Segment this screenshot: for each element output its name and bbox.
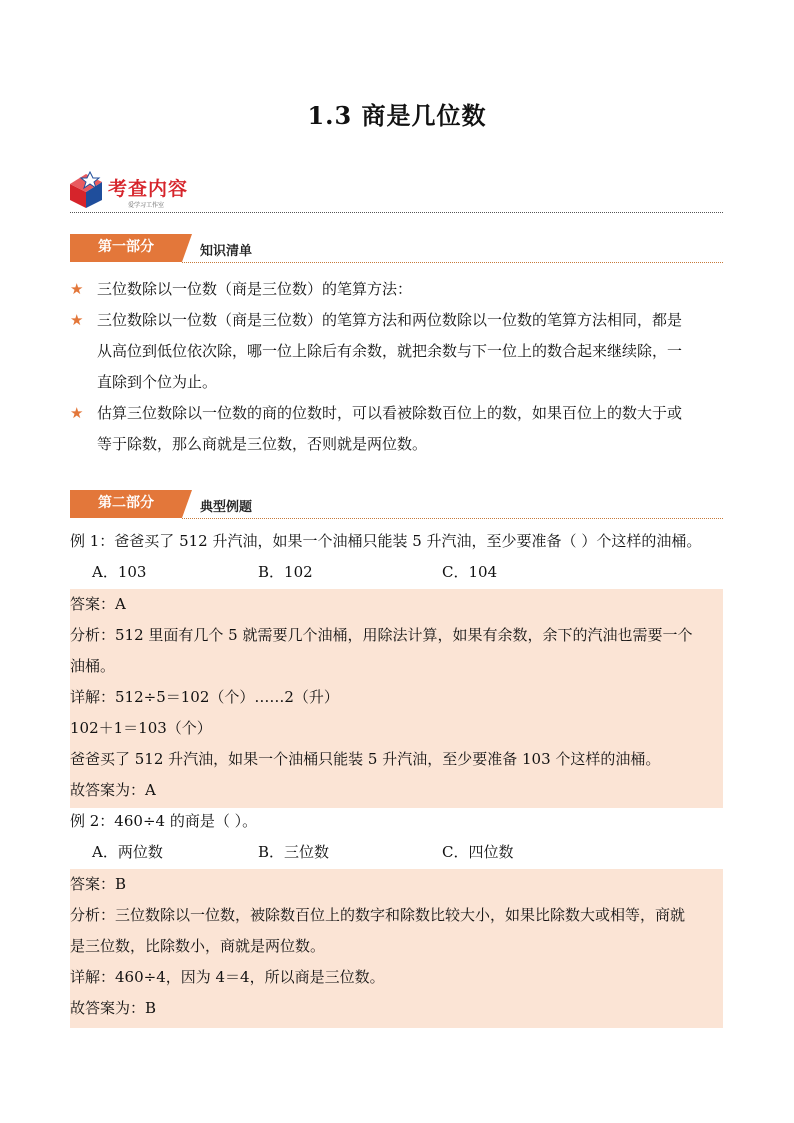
detail-line: 爸爸买了 512 升汽油，如果一个油桶只能装 5 升汽油，至少要准备 103 个这样的油桶。 bbox=[70, 750, 661, 768]
analysis-line: 分析：三位数除以一位数，被除数百位上的数字和除数比较大小，如果比除数大或相等，商就 bbox=[70, 906, 686, 924]
bullet-line: 三位数除以一位数（商是三位数）的笔算方法和两位数除以一位数的笔算方法相同，都是 bbox=[97, 311, 683, 329]
bullet-line: 估算三位数除以一位数的商的位数时，可以看被除数百位上的数，如果百位上的数大于或 bbox=[97, 404, 683, 422]
option-b: B．102 bbox=[258, 563, 313, 581]
bullet-item bbox=[70, 274, 723, 305]
example-2-answer-box bbox=[70, 869, 723, 1028]
bullet-item bbox=[70, 305, 723, 398]
example-1-answer-box bbox=[70, 589, 723, 808]
analysis-line: 分析：512 里面有几个 5 就需要几个油桶，用除法计算，如果有余数，余下的汽油也需要一个 bbox=[70, 626, 693, 644]
detail-line: 详解：460÷4，因为 4＝4，所以商是三位数。 bbox=[70, 968, 385, 986]
option-c: C．104 bbox=[442, 563, 498, 581]
bullet-text bbox=[97, 398, 723, 460]
section-underline bbox=[182, 262, 723, 263]
section-name: 典型例题 bbox=[200, 500, 253, 515]
analysis-line: 是三位数，比除数小，商就是两位数。 bbox=[70, 937, 326, 955]
answer-line: 答案：B bbox=[70, 875, 127, 893]
example-1-question: 例 1：爸爸买了 512 升汽油，如果一个油桶只能装 5 升汽油，至少要准备（ ）个这样的油桶。 bbox=[70, 532, 702, 550]
option-c: C．四位数 bbox=[442, 843, 514, 861]
page-title: 1.3 商是几位数 bbox=[307, 101, 487, 130]
logo-text: 考查内容 bbox=[108, 178, 189, 200]
option-a: A．两位数 bbox=[92, 843, 163, 861]
bullet-text bbox=[97, 305, 723, 398]
bullet-text bbox=[97, 274, 723, 305]
star-icon: ★ bbox=[70, 404, 84, 422]
final-answer-line: 故答案为：B bbox=[70, 999, 157, 1017]
section-underline bbox=[182, 518, 723, 519]
detail-line: 详解：512÷5＝102（个）……2（升） bbox=[70, 688, 339, 706]
divider bbox=[70, 212, 723, 213]
bullet-line: 直除到个位为止。 bbox=[97, 373, 218, 391]
logo bbox=[68, 170, 208, 214]
option-b: B．三位数 bbox=[258, 843, 330, 861]
section-header-1 bbox=[70, 234, 723, 266]
section-tab: 第一部分 bbox=[70, 234, 182, 262]
detail-line: 102＋1＝103（个） bbox=[70, 719, 212, 737]
section-header-2 bbox=[70, 490, 723, 522]
star-icon: ★ bbox=[70, 311, 84, 329]
bullet-line: 从高位到低位依次除，哪一位上除后有余数，就把余数与下一位上的数合起来继续除，一 bbox=[97, 342, 683, 360]
bullet-line: 三位数除以一位数（商是三位数）的笔算方法： bbox=[97, 280, 413, 298]
bullet-item bbox=[70, 398, 723, 460]
answer-line: 答案：A bbox=[70, 595, 126, 613]
section-name: 知识清单 bbox=[200, 244, 253, 259]
option-a: A．103 bbox=[92, 563, 147, 581]
logo-subtext: 爱学习工作室 bbox=[128, 202, 165, 209]
analysis-line: 油桶。 bbox=[70, 657, 116, 675]
star-icon: ★ bbox=[70, 280, 84, 298]
logo-icon bbox=[68, 170, 106, 210]
example-2-question: 例 2：460÷4 的商是（ ）。 bbox=[70, 812, 258, 830]
bullet-line: 等于除数，那么商就是三位数，否则就是两位数。 bbox=[97, 435, 428, 453]
section-tab: 第二部分 bbox=[70, 490, 182, 518]
final-answer-line: 故答案为：A bbox=[70, 781, 156, 799]
